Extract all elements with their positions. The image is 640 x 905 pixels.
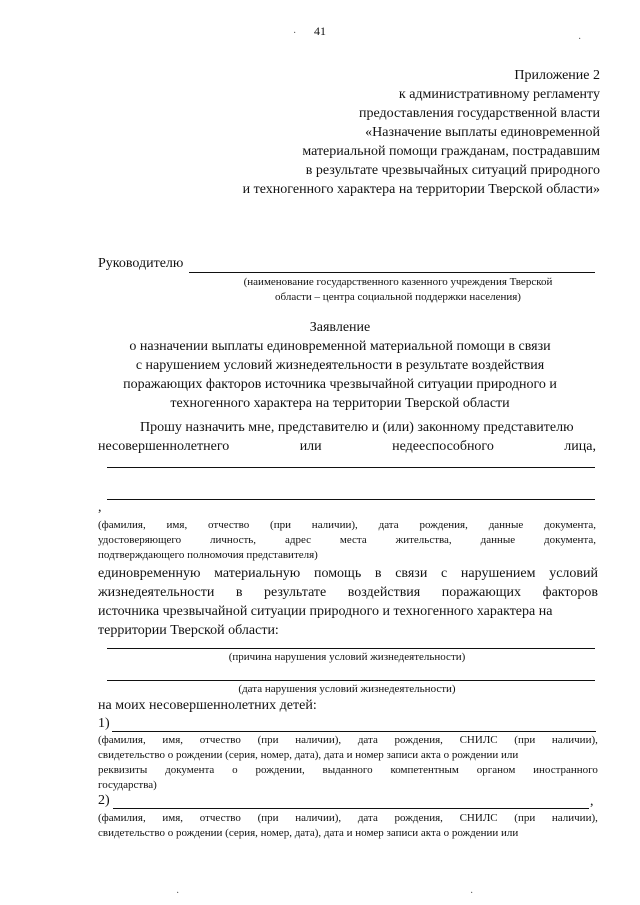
reason-note: (причина нарушения условий жизнедеятельности)	[228, 651, 466, 663]
addressee-note-line: (наименование государственного казенного учреждения Тверской	[243, 276, 553, 288]
word: наличии),	[551, 812, 598, 824]
word: отчество	[199, 812, 241, 824]
child-1-field-line[interactable]	[112, 731, 596, 732]
word: выданного	[322, 764, 373, 776]
word: поражающих	[441, 585, 522, 600]
scan-speck: ·	[470, 888, 474, 899]
applicant-note-line: удостоверяющего личность, адрес места жительства, данные документа,	[98, 534, 596, 546]
appendix-line: «Назначение выплаты единовременной	[365, 125, 600, 140]
word: нарушением	[460, 566, 536, 581]
word: воздействия	[347, 585, 421, 600]
reason-field-line[interactable]	[107, 648, 595, 649]
applicant-note-line: (фамилия, имя, отчество (при наличии), дата рождения, данные документа,	[98, 519, 596, 531]
word: наличии),	[551, 734, 598, 746]
child-note-line: свидетельство о рождении (серия, номер, дата), дата и номер записи акта о рождении или	[98, 749, 519, 761]
statement-title-block	[0, 318, 640, 413]
word: условий	[549, 566, 598, 581]
child-note-line	[98, 733, 598, 748]
child-note-line: свидетельство о рождении (серия, номер, дата), дата и номер записи акта о рождении или	[98, 827, 519, 839]
word: (при	[257, 734, 279, 746]
word: реквизиты	[98, 764, 148, 776]
child-2-note	[98, 811, 598, 841]
trailing-comma: ,	[98, 500, 102, 515]
page-number: 41	[314, 24, 326, 38]
word: имя,	[162, 812, 184, 824]
request-paragraph	[98, 418, 596, 456]
appendix-line: предоставления государственной власти	[359, 106, 600, 121]
word: рождения,	[394, 812, 443, 824]
request-line: Прошу назначить мне, представителю и (или) законному представителю	[140, 420, 574, 435]
appendix-line: и техногенного характера на территории Тверской области»	[242, 182, 600, 197]
word: единовременную	[98, 566, 201, 581]
word: (фамилия,	[98, 734, 146, 746]
word: рождении,	[255, 764, 305, 776]
word: дата	[357, 734, 378, 746]
body-line	[98, 564, 598, 583]
child-1-number: 1)	[98, 716, 110, 731]
word: компетентным	[390, 764, 459, 776]
date-field-line[interactable]	[107, 680, 595, 681]
scan-speck: ·	[293, 28, 297, 39]
word: результате	[263, 585, 327, 600]
scan-speck: ·	[578, 34, 582, 45]
statement-subtitle-line: техногенного характера на территории Тверской области	[170, 396, 510, 411]
word: лица,	[564, 439, 596, 454]
word: СНИЛС	[459, 812, 498, 824]
statement-title: Заявление	[309, 320, 371, 335]
child-2-field-line[interactable]	[113, 808, 589, 809]
word: факторов	[542, 585, 598, 600]
word: несовершеннолетнего	[98, 439, 230, 454]
applicant-field-line[interactable]	[107, 499, 595, 500]
word: иностранного	[533, 764, 598, 776]
word: имя,	[162, 734, 184, 746]
word: в	[235, 585, 243, 600]
appendix-line: материальной помощи гражданам, пострадавшим	[302, 144, 600, 159]
applicant-field-line[interactable]	[107, 467, 595, 468]
word: СНИЛС	[459, 734, 498, 746]
word: связи	[395, 566, 428, 581]
appendix-header	[243, 66, 600, 199]
word: наличии),	[295, 812, 342, 824]
word: дата	[357, 812, 378, 824]
scan-speck: ·	[176, 888, 180, 899]
word: помощь	[313, 566, 362, 581]
word: о	[232, 764, 238, 776]
body-line	[98, 583, 598, 602]
body-paragraph	[98, 564, 598, 640]
child-2-number: 2)	[98, 793, 110, 808]
word: недееспособного	[392, 439, 494, 454]
addressee-note	[198, 275, 598, 305]
child-note-line	[98, 811, 598, 826]
addressee-field[interactable]	[189, 272, 595, 273]
body-line: территории Тверской области:	[98, 623, 279, 638]
statement-subtitle-line: поражающих факторов источника чрезвычайной ситуации природного и	[123, 377, 557, 392]
word: (при	[257, 812, 279, 824]
children-intro: на моих несовершеннолетних детей:	[98, 698, 317, 713]
applicant-note-line: подтверждающего полномочия представителя)	[98, 549, 318, 561]
addressee-note-line: области – центра социальной поддержки населения)	[275, 291, 521, 303]
word: материальную	[214, 566, 301, 581]
body-line: источника чрезвычайной ситуации природного и техногенного характера на	[98, 604, 553, 619]
request-line	[98, 437, 596, 456]
word: с	[441, 566, 448, 581]
statement-subtitle-line: с нарушением условий жизнедеятельности в результате воздействия	[135, 358, 545, 373]
word: жизнедеятельности	[98, 585, 215, 600]
appendix-line: в результате чрезвычайных ситуаций природного	[305, 163, 600, 178]
appendix-line: Приложение 2	[514, 68, 600, 83]
word: отчество	[199, 734, 241, 746]
addressee-label: Руководителю	[98, 256, 184, 271]
child-1-note	[98, 733, 598, 793]
word: рождения,	[394, 734, 443, 746]
word: органом	[476, 764, 516, 776]
appendix-line: к административному регламенту	[398, 87, 600, 102]
word: (при	[514, 734, 536, 746]
date-note: (дата нарушения условий жизнедеятельности)	[238, 683, 456, 695]
applicant-note	[98, 518, 596, 563]
trailing-comma: ,	[590, 794, 594, 809]
word: наличии),	[295, 734, 342, 746]
word: (при	[514, 812, 536, 824]
child-note-line: государства)	[98, 779, 157, 791]
word: или	[299, 439, 322, 454]
word: документа	[165, 764, 215, 776]
word: в	[374, 566, 382, 581]
word: (фамилия,	[98, 812, 146, 824]
child-note-line	[98, 763, 598, 778]
statement-subtitle-line: о назначении выплаты единовременной материальной помощи в связи	[129, 339, 551, 354]
